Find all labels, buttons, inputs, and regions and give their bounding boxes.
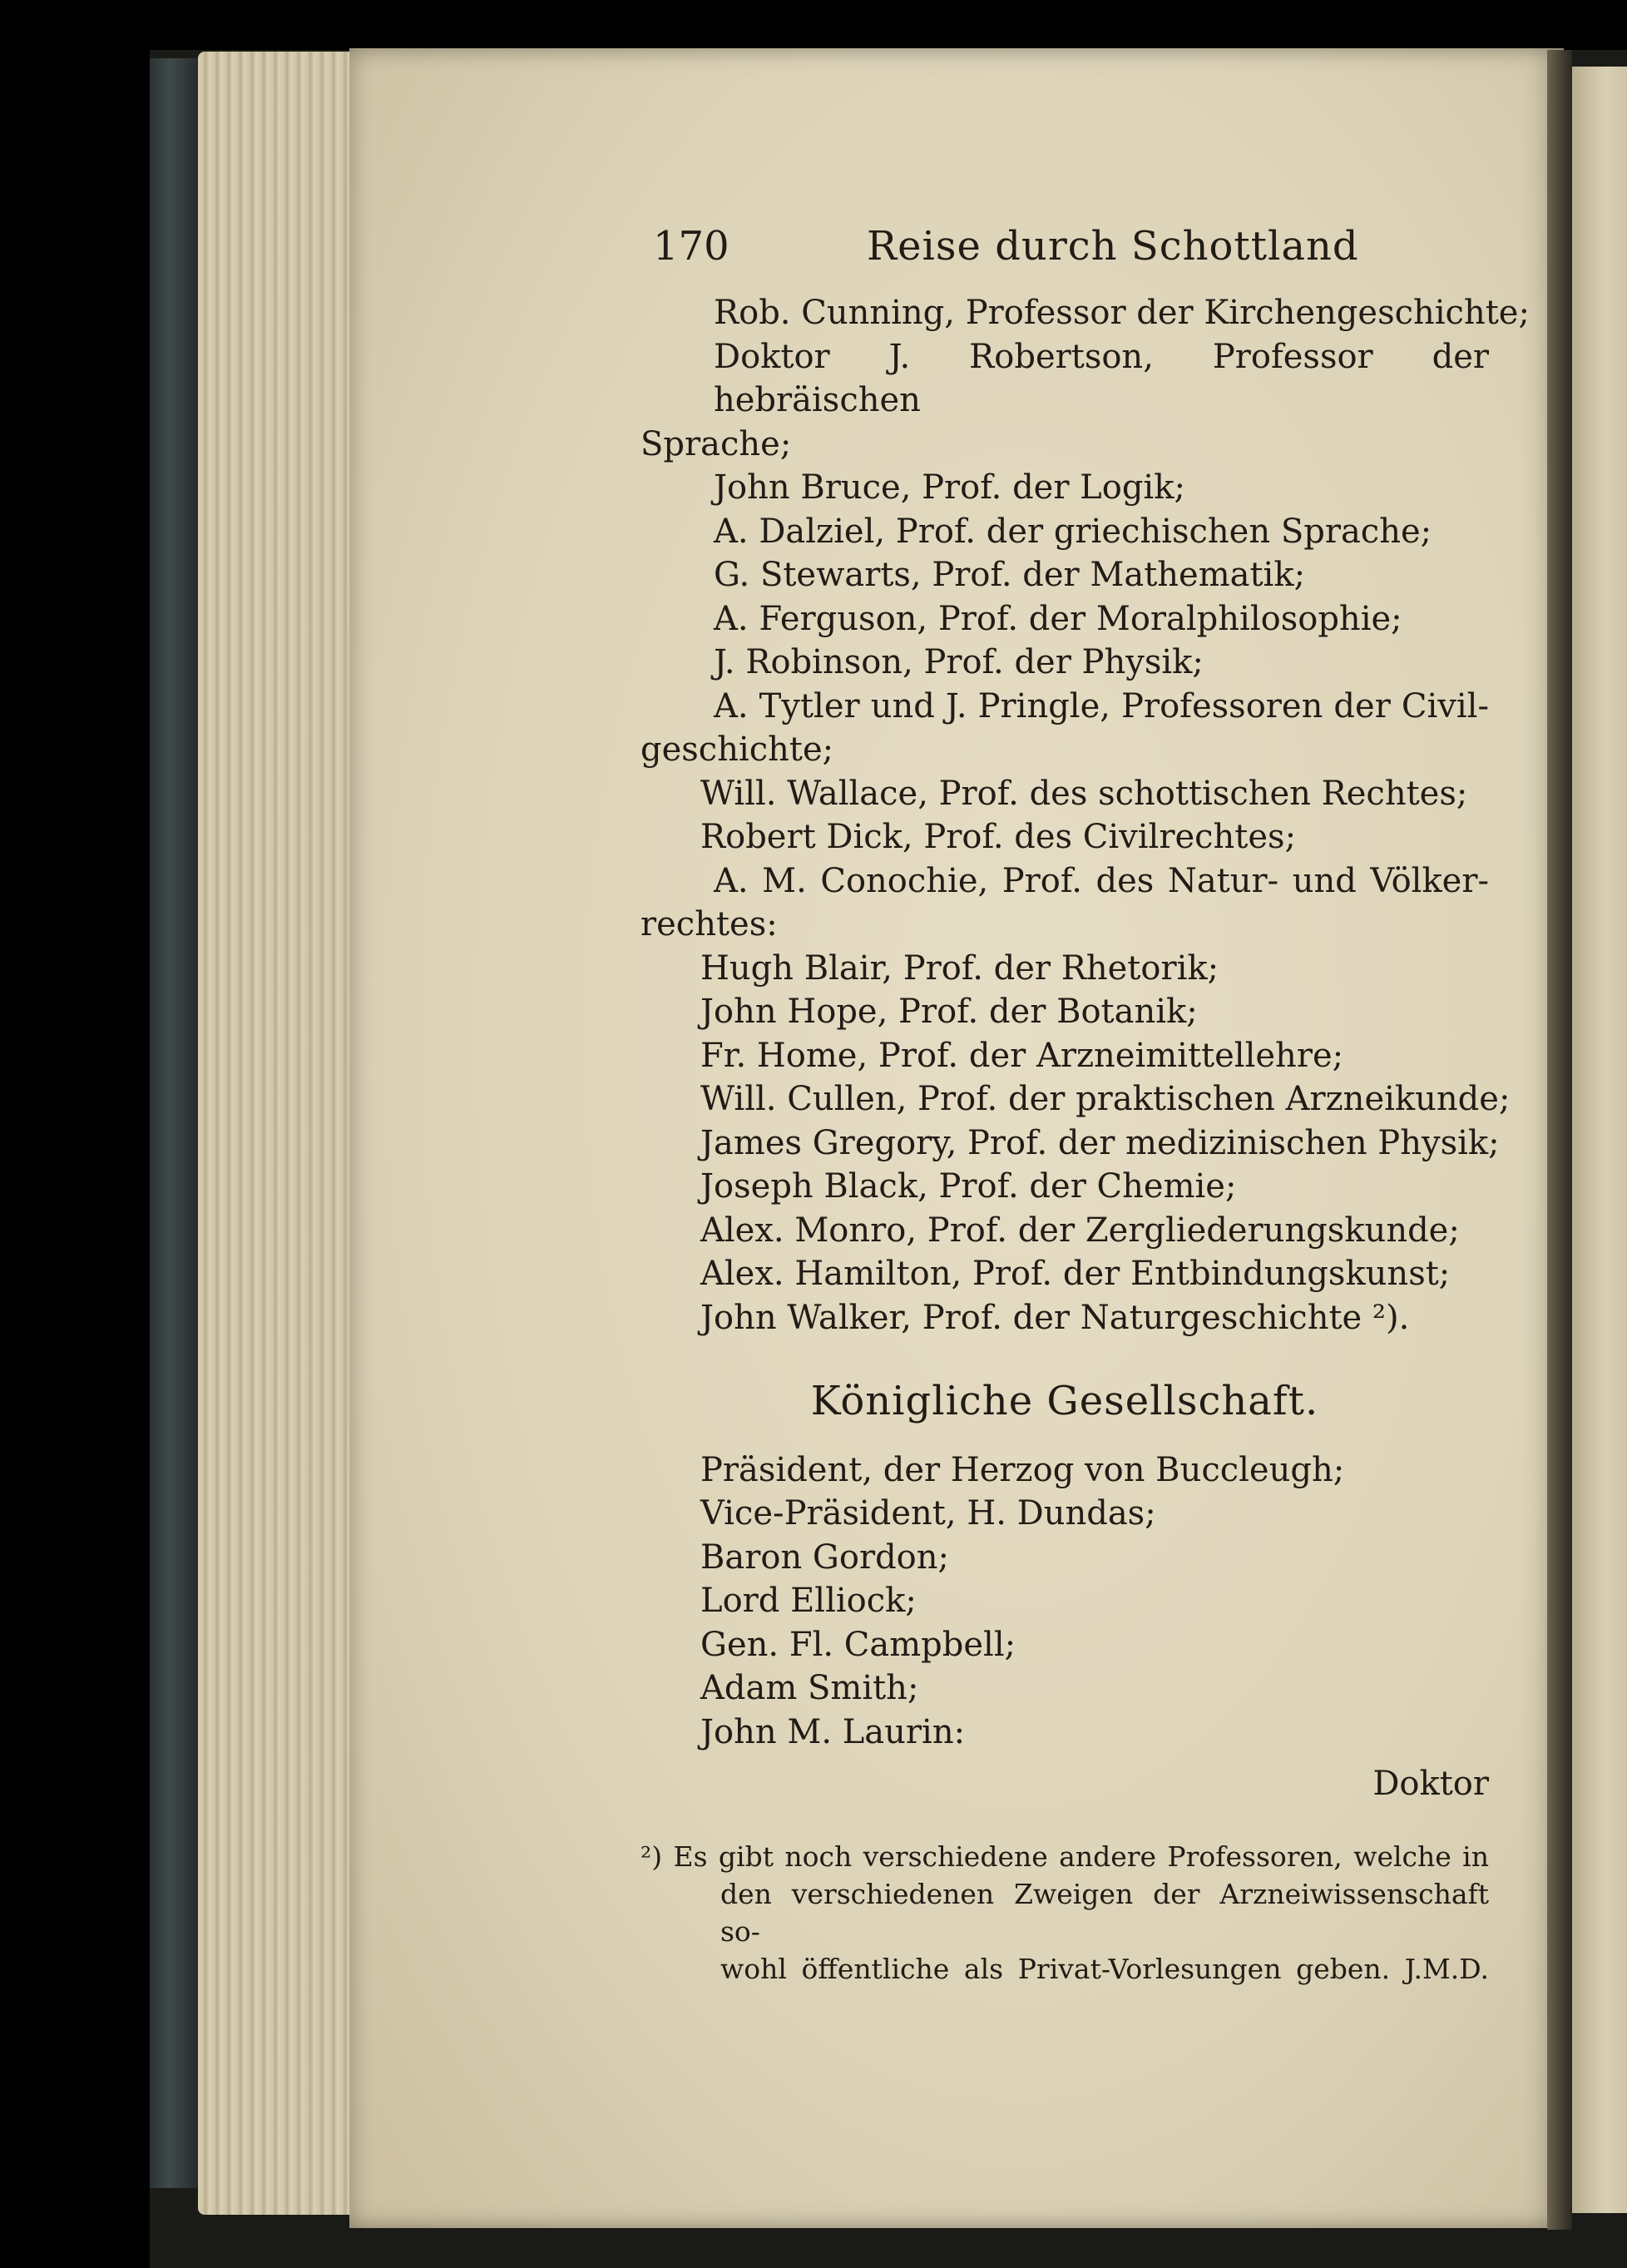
list-item: John Bruce, Prof. der Logik; (714, 468, 1185, 507)
list-item: Präsident, der Herzog von Buccleugh; (700, 1450, 1345, 1489)
list-item: Alex. Hamilton, Prof. der Entbindungskunst; (700, 1255, 1451, 1293)
list-item: Alex. Monro, Prof. der Zergliederungskunde; (700, 1211, 1460, 1250)
list-item: Sprache; (640, 424, 792, 463)
page-header (640, 225, 1489, 291)
list-item: Will. Cullen, Prof. der praktischen Arzneikunde; (700, 1080, 1511, 1118)
list-item: Baron Gordon; (700, 1538, 950, 1577)
footnote-line: ²) Es gibt noch verschiedene andere Professoren, welche in (640, 1840, 1489, 1873)
list-item: A. Dalziel, Prof. der griechischen Sprache; (714, 512, 1432, 551)
list-item: A. M. Conochie, Prof. des Natur- und Völker- (714, 861, 1489, 900)
list-item: A. Tytler und J. Pringle, Professoren der Civil- (714, 686, 1489, 725)
list-item: G. Stewarts, Prof. der Mathematik; (714, 556, 1306, 594)
list-item: rechtes: (640, 905, 778, 943)
list-item: Vice-Präsident, H. Dundas; (700, 1494, 1156, 1533)
list-item: Gen. Fl. Campbell; (700, 1625, 1016, 1664)
list-item: Adam Smith; (700, 1669, 919, 1707)
facing-page-edge (1572, 67, 1627, 2213)
list-item: John Walker, Prof. der Naturgeschichte ²). (700, 1298, 1410, 1337)
list-item: Joseph Black, Prof. der Chemie; (700, 1167, 1237, 1206)
page-number: 170 (653, 223, 729, 270)
list-item: Robert Dick, Prof. des Civilrechtes; (700, 818, 1297, 856)
footnote-line: den verschiedenen Zweigen der Arzneiwissenschaft so- (720, 1877, 1489, 1948)
list-item: Hugh Blair, Prof. der Rhetorik; (700, 948, 1219, 988)
list-item: J. Robinson, Prof. der Physik; (714, 643, 1204, 681)
society-list (640, 1448, 1489, 1755)
professor-list (640, 291, 1530, 1340)
list-item: Will. Wallace, Prof. des schottischen Rechtes; (700, 774, 1468, 813)
list-item: Doktor J. Robertson, Professor der hebräischen (714, 337, 1489, 419)
footnote-line: wohl öffentliche als Privat-Vorlesungen geben. J.M.D. (720, 1952, 1489, 1985)
footnote (640, 1838, 1489, 1988)
list-item: A. Ferguson, Prof. der Moralphilosophie; (714, 599, 1402, 638)
list-item: James Gregory, Prof. der medizinischen Physik; (700, 1123, 1500, 1162)
list-item: Lord Elliock; (700, 1582, 917, 1620)
section-heading: Königliche Gesellschaft. (810, 1378, 1319, 1424)
page-edges (198, 52, 364, 2215)
list-item: geschichte; (640, 730, 834, 769)
book-gutter (1547, 50, 1572, 2230)
book-cover-spine (150, 58, 200, 2188)
list-item: John Hope, Prof. der Botanik; (700, 993, 1198, 1031)
list-item: Fr. Home, Prof. der Arzneimittellehre; (700, 1036, 1344, 1075)
list-item: Rob. Cunning, Professor der Kirchengeschichte; (714, 294, 1530, 332)
running-title: Reise durch Schottland (867, 223, 1359, 270)
page-content (640, 223, 1530, 1988)
catchword: Doktor (1372, 1765, 1489, 1803)
list-item: John M. Laurin: (700, 1712, 966, 1751)
